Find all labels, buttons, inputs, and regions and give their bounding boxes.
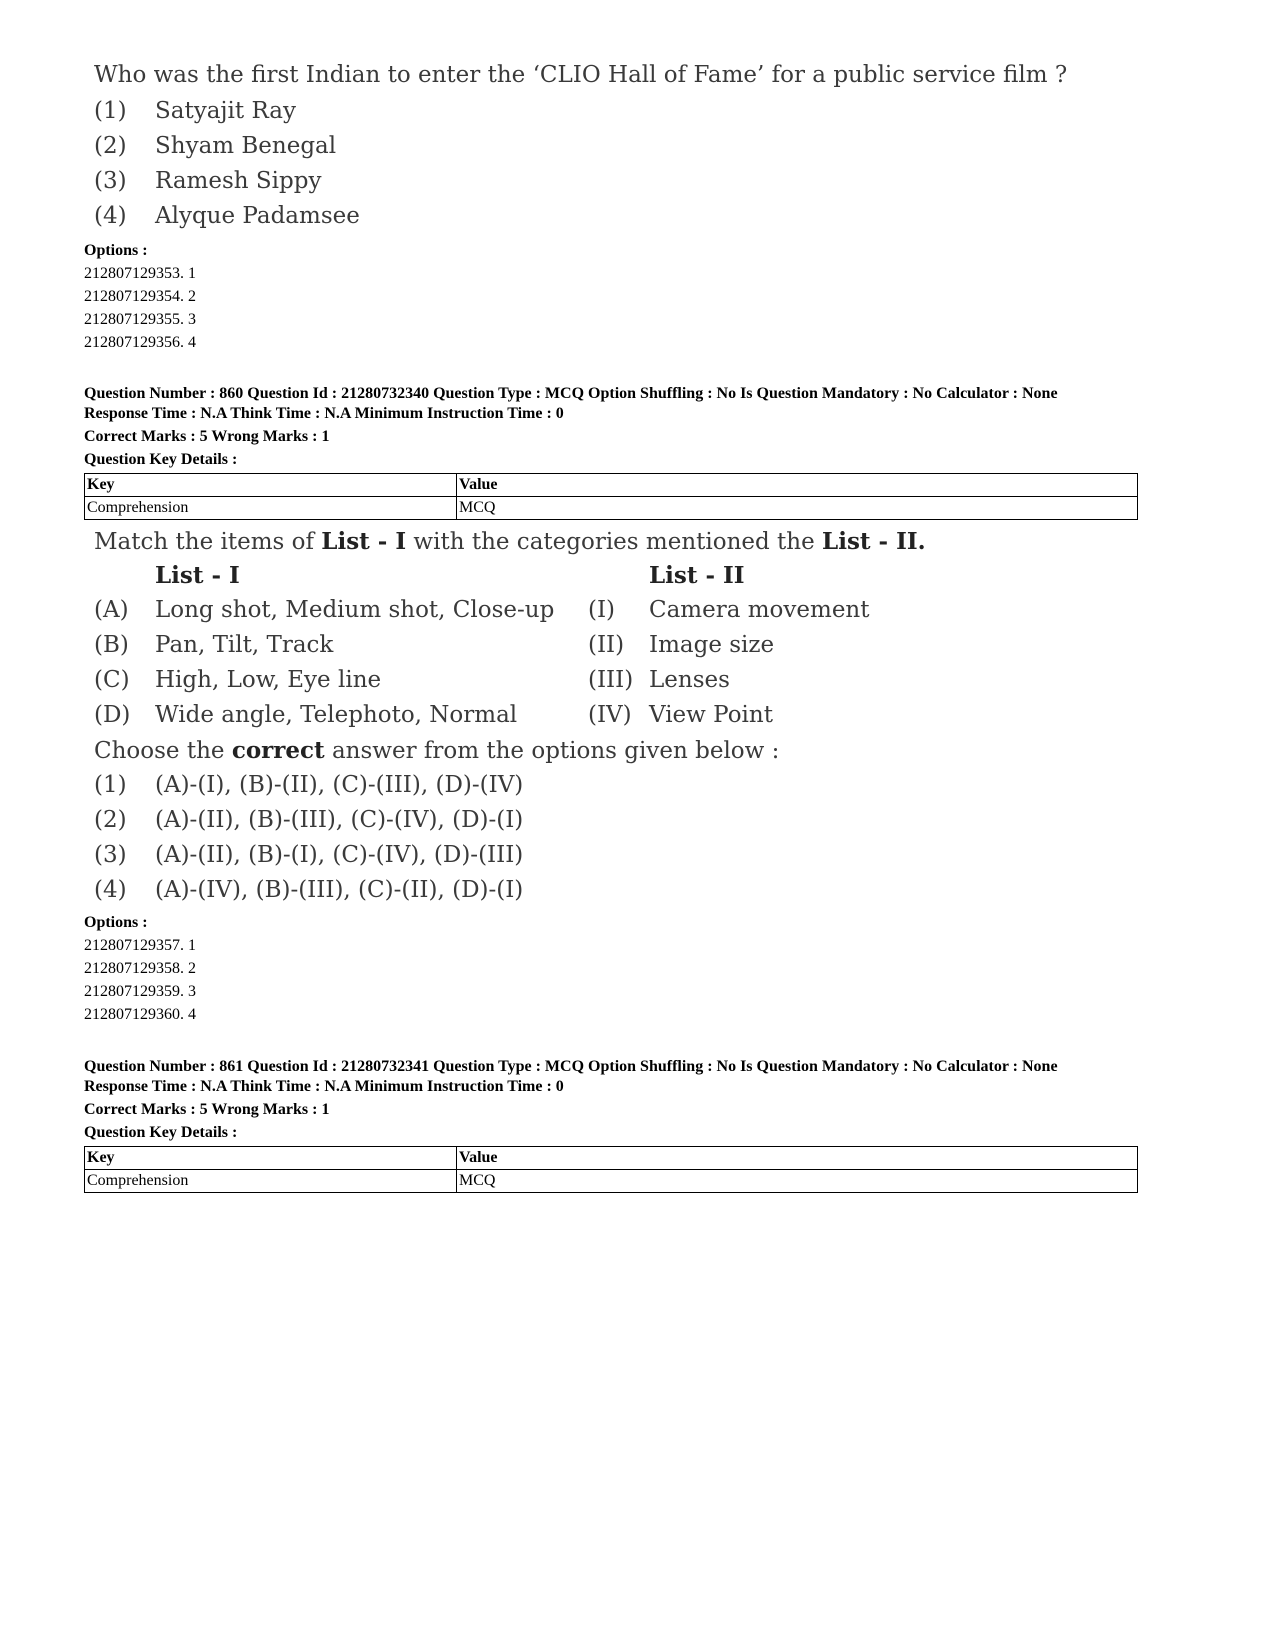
list1-label: (D) <box>94 702 131 728</box>
list2-item: View Point <box>649 702 773 728</box>
choice-number: (3) <box>94 168 127 194</box>
list2-item: Image size <box>649 632 775 658</box>
choice-number: (1) <box>94 772 127 798</box>
question-marks: Correct Marks : 5 Wrong Marks : 1 <box>84 1101 330 1118</box>
choice-text: (A)-(I), (B)-(II), (C)-(III), (D)-(IV) <box>155 772 524 798</box>
list2-label: (II) <box>588 632 625 658</box>
choice-number: (2) <box>94 807 127 833</box>
option-id: 212807129353. 1 <box>84 265 196 282</box>
option-id: 212807129354. 2 <box>84 288 196 305</box>
key-value-table <box>84 1146 1138 1193</box>
instruction-text: Choose the correct answer from the options given below : <box>94 737 780 764</box>
table-header-key: Key <box>85 1147 457 1170</box>
option-id: 212807129357. 1 <box>84 937 196 954</box>
choice-number: (2) <box>94 133 127 159</box>
option-id: 212807129360. 4 <box>84 1006 196 1023</box>
list2-heading: List - II <box>649 562 745 589</box>
option-id: 212807129358. 2 <box>84 960 196 977</box>
question-text: Match the items of List - I with the categories mentioned the List - II. <box>94 528 926 555</box>
list2-label: (I) <box>588 597 616 623</box>
list1-label: (A) <box>94 597 129 623</box>
table-cell-key: Comprehension <box>85 497 457 520</box>
question-meta-line2: Response Time : N.A Think Time : N.A Minimum Instruction Time : 0 <box>84 405 564 422</box>
choice-text: (A)-(II), (B)-(I), (C)-(IV), (D)-(III) <box>155 842 524 868</box>
question-meta-line2: Response Time : N.A Think Time : N.A Minimum Instruction Time : 0 <box>84 1078 564 1095</box>
list1-item: High, Low, Eye line <box>155 667 382 693</box>
option-id: 212807129356. 4 <box>84 334 196 351</box>
question-key-details-label: Question Key Details : <box>84 451 238 468</box>
table-header-value: Value <box>457 1147 1138 1170</box>
options-label: Options : <box>84 914 148 931</box>
list1-label: (C) <box>94 667 130 693</box>
list1-heading: List - I <box>155 562 240 589</box>
list1-item: Long shot, Medium shot, Close-up <box>155 597 555 623</box>
table-cell-value: MCQ <box>457 497 1138 520</box>
choice-number: (1) <box>94 98 127 124</box>
choice-number: (3) <box>94 842 127 868</box>
choice-text: Satyajit Ray <box>155 98 297 124</box>
choice-number: (4) <box>94 203 127 229</box>
choice-text: (A)-(II), (B)-(III), (C)-(IV), (D)-(I) <box>155 807 524 833</box>
list1-item: Wide angle, Telephoto, Normal <box>155 702 518 728</box>
list1-item: Pan, Tilt, Track <box>155 632 334 658</box>
question-text: Who was the first Indian to enter the ‘CLIO Hall of Fame’ for a public service film ? <box>94 62 1068 88</box>
option-id: 212807129359. 3 <box>84 983 196 1000</box>
table-cell-value: MCQ <box>457 1170 1138 1193</box>
list2-label: (IV) <box>588 702 632 728</box>
choice-text: (A)-(IV), (B)-(III), (C)-(II), (D)-(I) <box>155 877 524 903</box>
table-header-value: Value <box>457 474 1138 497</box>
list2-item: Camera movement <box>649 597 870 623</box>
list1-label: (B) <box>94 632 129 658</box>
key-value-table <box>84 473 1138 520</box>
choice-text: Ramesh Sippy <box>155 168 322 194</box>
option-id: 212807129355. 3 <box>84 311 196 328</box>
choice-text: Shyam Benegal <box>155 133 337 159</box>
list2-item: Lenses <box>649 667 730 693</box>
list2-label: (III) <box>588 667 634 693</box>
question-meta-line1: Question Number : 860 Question Id : 21280732340 Question Type : MCQ Option Shuffling : No Is Question Mandatory : No Calculator : None <box>84 385 1058 402</box>
question-meta-line1: Question Number : 861 Question Id : 21280732341 Question Type : MCQ Option Shuffling : No Is Question Mandatory : No Calculator : None <box>84 1058 1058 1075</box>
table-cell-key: Comprehension <box>85 1170 457 1193</box>
table-header-key: Key <box>85 474 457 497</box>
choice-text: Alyque Padamsee <box>155 203 360 229</box>
options-label: Options : <box>84 242 148 259</box>
question-marks: Correct Marks : 5 Wrong Marks : 1 <box>84 428 330 445</box>
choice-number: (4) <box>94 877 127 903</box>
question-key-details-label: Question Key Details : <box>84 1124 238 1141</box>
